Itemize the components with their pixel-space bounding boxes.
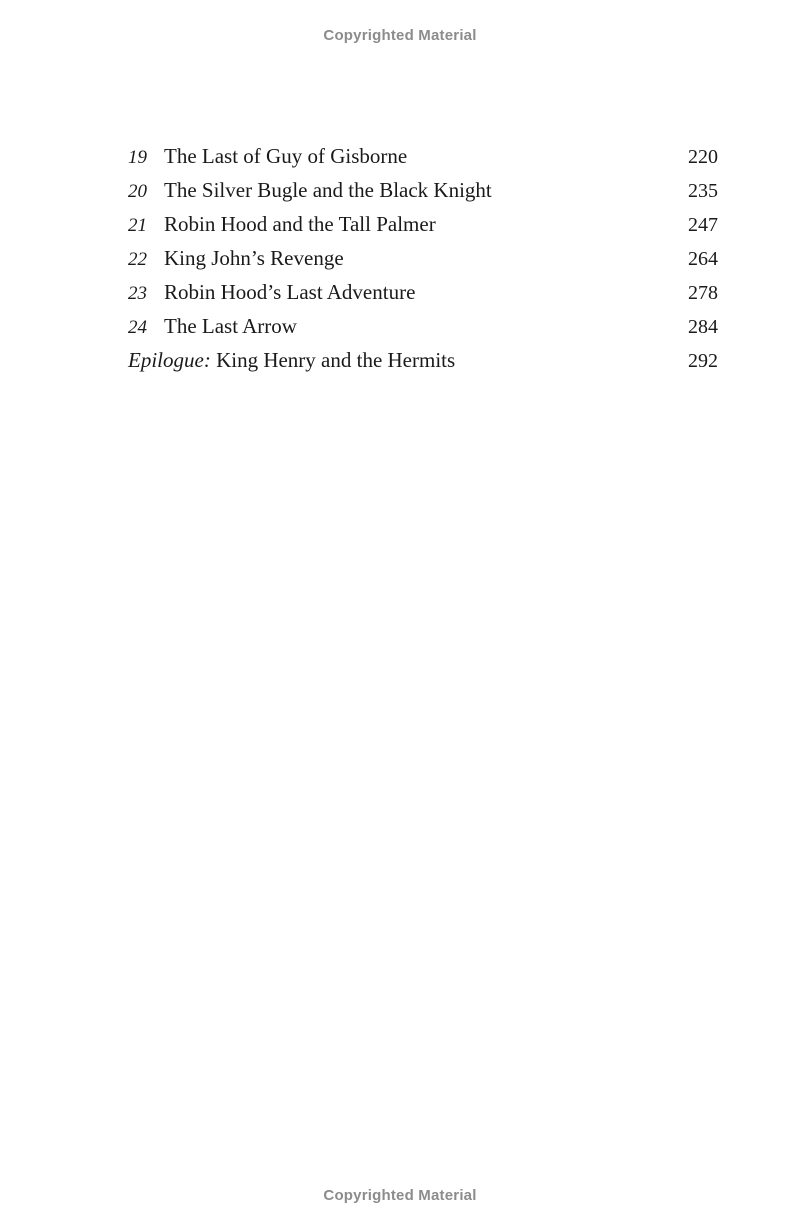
table-of-contents (128, 144, 718, 382)
page-number: 264 (688, 248, 718, 270)
chapter-number: 20 (128, 181, 147, 202)
chapter-number: 19 (128, 147, 147, 168)
chapter-title: Robin Hood and the Tall Palmer (164, 212, 436, 236)
page-number: 278 (688, 282, 718, 304)
epilogue-prefix: Epilogue: (128, 348, 211, 372)
toc-entry (128, 144, 718, 178)
toc-entry (128, 212, 718, 246)
toc-entry (128, 280, 718, 314)
page-number: 292 (688, 350, 718, 372)
page-number: 235 (688, 180, 718, 202)
epilogue-title: King Henry and the Hermits (216, 348, 456, 372)
chapter-title: Robin Hood’s Last Adventure (164, 280, 416, 304)
toc-entry (128, 314, 718, 348)
page-number: 220 (688, 146, 718, 168)
chapter-number: 24 (128, 317, 147, 338)
epilogue-heading (128, 348, 648, 373)
chapter-number: 21 (128, 215, 147, 236)
page-number: 247 (688, 214, 718, 236)
chapter-title: The Silver Bugle and the Black Knight (164, 178, 492, 202)
chapter-number: 22 (128, 249, 147, 270)
chapter-title: The Last of Guy of Gisborne (164, 144, 408, 168)
chapter-title: The Last Arrow (164, 314, 297, 338)
toc-entry (128, 178, 718, 212)
chapter-title: King John’s Revenge (164, 246, 344, 270)
toc-epilogue-entry (128, 348, 718, 382)
chapter-number: 23 (128, 283, 147, 304)
page-number: 284 (688, 316, 718, 338)
toc-entry (128, 246, 718, 280)
copyright-watermark-bottom: Copyrighted Material (323, 1187, 477, 1204)
copyright-watermark-top: Copyrighted Material (323, 27, 477, 44)
